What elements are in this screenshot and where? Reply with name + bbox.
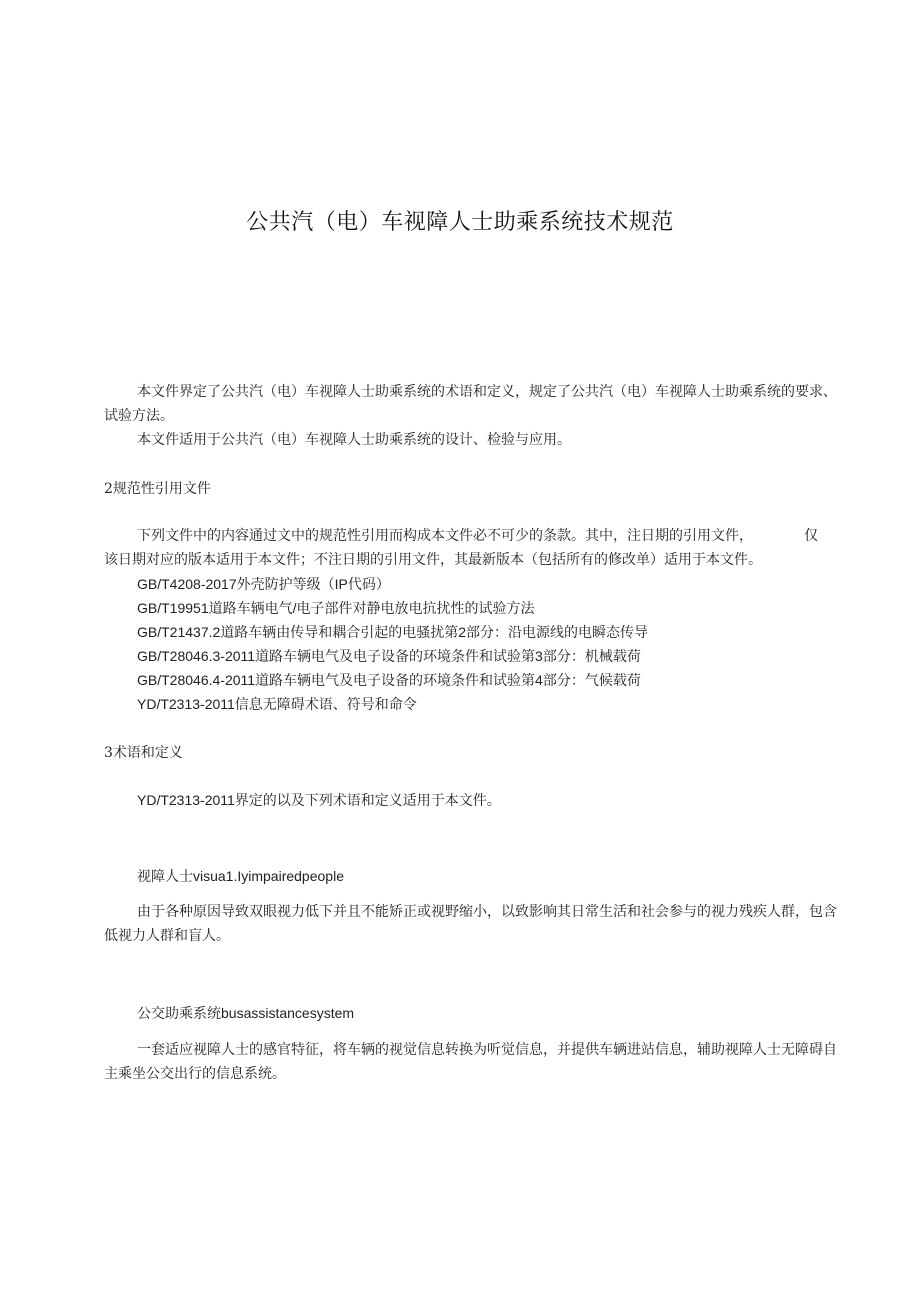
document-title: 公共汽（电）车视障人士助乘系统技术规范	[246, 210, 674, 235]
section-2-heading: 2规范性引用文件	[104, 481, 211, 497]
term-1-definition: 由于各种原因导致双眼视力低下并且不能矫正或视野缩小，以致影响其日常生活和社会参与的视力残疾人群，包含低视力人群和盲人。	[104, 904, 837, 944]
reference-item: YD/T2313-2011信息无障碍术语、符号和命令	[137, 696, 417, 712]
reference-item: GB/T19951道路车辆电气/电子部件对静电放电抗扰性的试验方法	[137, 600, 535, 616]
reference-item: GB/T4208-2017外壳防护等级（IP代码）	[137, 576, 390, 592]
scope-paragraph-2: 本文件适用于公共汽（电）车视障人士助乘系统的设计、检验与应用。	[137, 432, 571, 448]
scope-paragraph-1: 本文件界定了公共汽（电）车视障人士助乘系统的术语和定义，规定了公共汽（电）车视障人士助乘系统的要求、试验方法。	[104, 384, 837, 424]
term-1-name: 视障人士visua1.Iyimpairedpeople	[137, 868, 344, 884]
section-2-intro-line-1: 下列文件中的内容通过文中的规范性引用而构成本文件必不可少的条款。其中，注日期的引用文件，	[137, 528, 753, 544]
term-2-name: 公交助乘系统busassistancesystem	[137, 1005, 355, 1021]
term-2-definition: 一套适应视障人士的感官特征，将车辆的视觉信息转换为听觉信息，并提供车辆进站信息，辅助视障人士无障碍自主乘坐公交出行的信息系统。	[104, 1042, 837, 1082]
reference-item: GB/T28046.3-2011道路车辆电气及电子设备的环境条件和试验第3部分：机械载荷	[137, 648, 641, 664]
reference-item: GB/T28046.4-2011道路车辆电气及电子设备的环境条件和试验第4部分：气候载荷	[137, 672, 641, 688]
section-3-heading: 3术语和定义	[104, 745, 183, 761]
section-2-intro-line-1-tail: 仅	[804, 528, 818, 544]
section-3-intro: YD/T2313-2011界定的以及下列术语和定义适用于本文件。	[137, 792, 501, 808]
reference-item: GB/T21437.2道路车辆由传导和耦合引起的电骚扰第2部分：沿电源线的电瞬态传导	[137, 624, 649, 640]
section-2-intro-line-2: 该日期对应的版本适用于本文件；不注日期的引用文件，其最新版本（包括所有的修改单）适用于本文件。	[104, 552, 762, 568]
